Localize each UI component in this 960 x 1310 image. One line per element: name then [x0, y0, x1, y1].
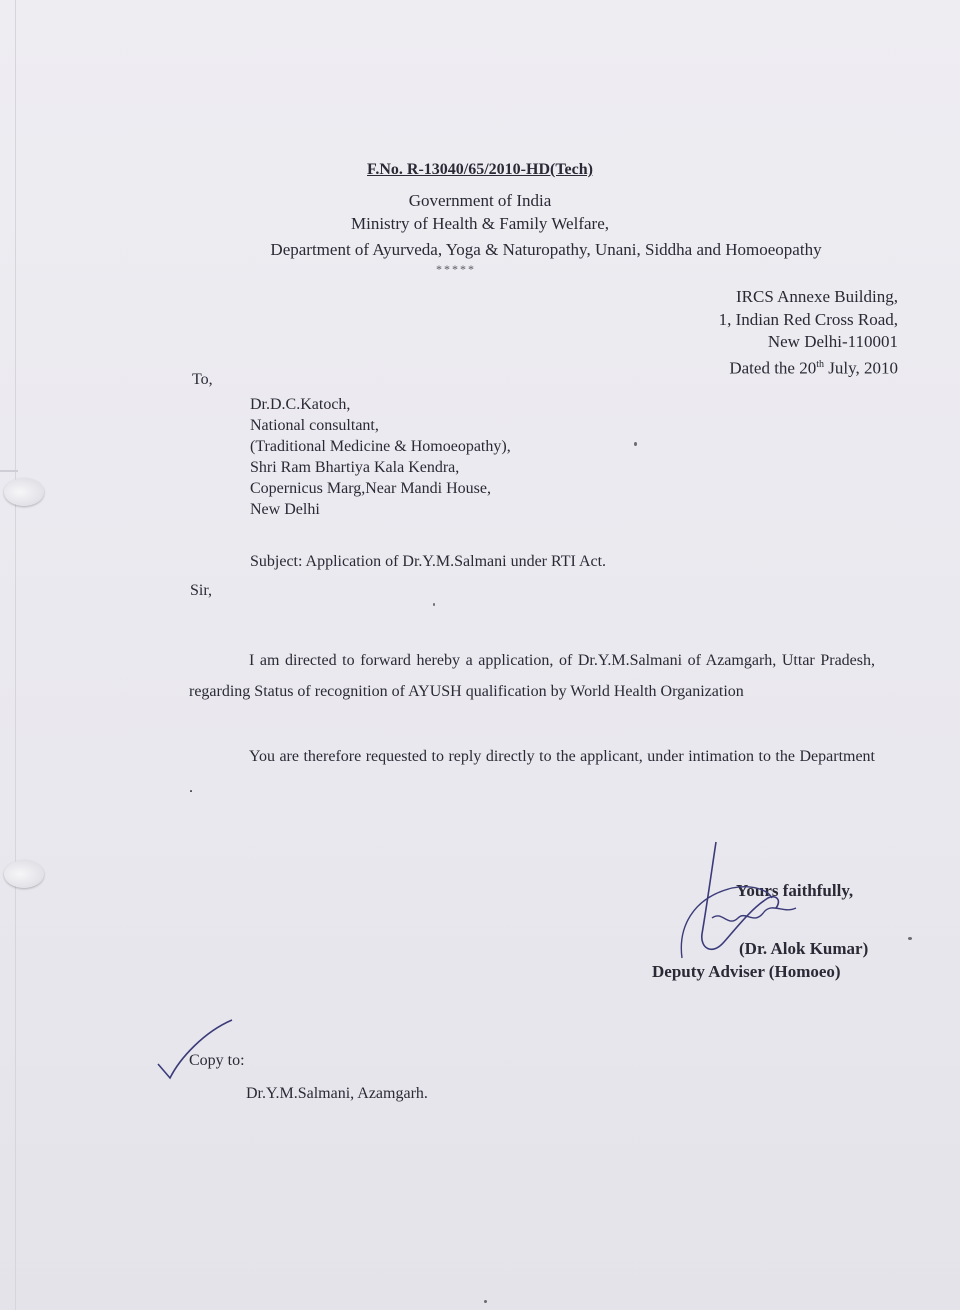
signatory-name: (Dr. Alok Kumar) — [739, 939, 869, 958]
signatory-title: Deputy Adviser (Homoeo) — [652, 962, 841, 981]
recipient-address — [250, 394, 511, 520]
recipient-line: (Traditional Medicine & Homoeopathy), — [250, 438, 511, 455]
letter-date — [719, 354, 898, 380]
date-month-year: July, 2010 — [824, 358, 898, 378]
file-number: F.No. R-13040/65/2010-HD(Tech) — [367, 161, 593, 178]
body-paragraph-1: I am directed to forward hereby a application, of Dr.Y.M.Salmani of Azamgarh, Uttar Pradesh, regarding Status of recognition of AYUSH qualification by World Health Organization — [189, 652, 875, 700]
recipient-line: National consultant, — [250, 417, 379, 434]
date-prefix: Dated the 20 — [729, 358, 817, 378]
sender-address — [719, 286, 898, 380]
scan-speck — [433, 603, 435, 606]
copy-to-recipient: Dr.Y.M.Salmani, Azamgarh. — [246, 1085, 428, 1102]
checkmark-drawing — [156, 1018, 236, 1082]
recipient-line: Dr.D.C.Katoch, — [250, 396, 351, 413]
address-line-3: New Delhi-110001 — [767, 332, 898, 351]
salutation: Sir, — [190, 582, 213, 599]
header-stars: ***** — [436, 262, 476, 276]
body-paragraph-2: You are therefore requested to reply directly to the applicant, under intimation to the Department . — [189, 748, 875, 796]
scan-speck — [908, 937, 912, 940]
scan-speck — [634, 442, 637, 446]
recipient-line: New Delhi — [250, 501, 320, 518]
header-department: Department of Ayurveda, Yoga & Naturopathy, Unani, Siddha and Homoeopathy — [270, 240, 822, 259]
fold-mark — [0, 470, 18, 472]
header-government: Government of India — [408, 191, 552, 210]
date-suffix-sup: th — [816, 358, 824, 370]
scan-speck — [484, 1300, 487, 1303]
address-line-1: IRCS Annexe Building, — [736, 287, 898, 306]
recipient-line: Shri Ram Bhartiya Kala Kendra, — [250, 459, 460, 476]
copy-to-label: Copy to: — [189, 1052, 245, 1069]
subject-line: Subject: Application of Dr.Y.M.Salmani under RTI Act. — [250, 553, 607, 570]
punch-hole-top — [4, 478, 44, 506]
recipient-line: Copernicus Marg,Near Mandi House, — [250, 480, 491, 497]
header-ministry: Ministry of Health & Family Welfare, — [351, 214, 609, 233]
punch-hole-bottom — [4, 860, 44, 888]
address-line-2: 1, Indian Red Cross Road, — [718, 309, 898, 329]
to-label: To, — [192, 371, 213, 388]
closing-text: Yours faithfully, — [736, 881, 854, 900]
